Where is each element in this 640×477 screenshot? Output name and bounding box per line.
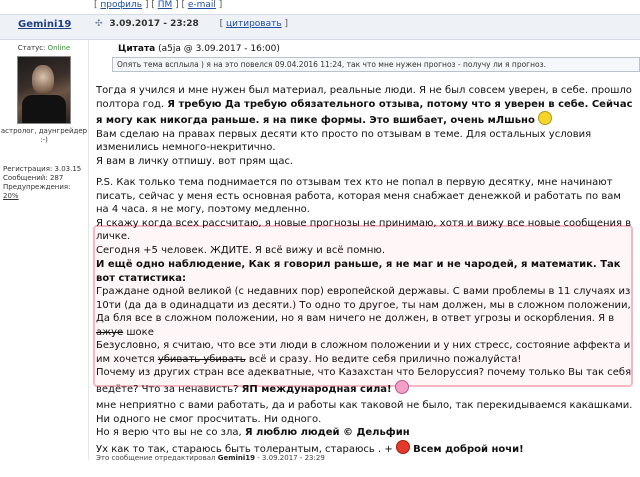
quote-meta: (a5ja @ 3.09.2017 - 16:00): [158, 44, 280, 54]
laughing-smiley-icon: [538, 111, 552, 125]
quote-title: Цитата: [118, 44, 156, 54]
quote-text: Опять тема всплыла ) я на это повелся 09.04.2016 11:24, так что мне нужен прогноз - получу ли я прогноз.: [112, 57, 640, 72]
user-sidebar: [0, 40, 88, 201]
email-link[interactable]: e-mail: [187, 0, 216, 10]
column-divider: [88, 40, 89, 460]
warnings-link[interactable]: 20%: [3, 192, 19, 200]
post-date: 3.09.2017 - 23:28: [109, 19, 199, 29]
user-rank: астролог, даунгрейдер :-): [0, 127, 88, 144]
avatar: [17, 56, 71, 124]
user-stats: Регистрация: 3.03.15 Сообщений: 287 Предупреждения: 20%: [3, 165, 82, 200]
post-meta: [95, 19, 288, 29]
thumbs-smiley-icon: [395, 380, 409, 394]
username-link[interactable]: Gemini19: [18, 19, 72, 30]
user-links: [ профиль ] [ ПМ ] [ e-mail ]: [94, 0, 223, 10]
post-body: Тогда я учился и мне нужен был материал, реальные люди. Я не был совсем уверен, в себе. прошло полтора год. Я требую Да требую обязательного отзыва, потому что я уверен в себе. Сейчас я могу как никогда раньше. я на пике формы. Это вшибает, очень мЛшьно Вам сделаю на правах первых десяти кто просто по отзывам в теме. Для остальных условия изменились немного-некритично. Я вам в личку отпишу. вот прям щас. P.S. Как только тема поднимается по отзывам тех кто не попал в первую десятку, мне начинают писать, сейчас у меня есть основная работа, которая меня снабжает денежкой и работать по вам на 4 часа. я не могу, поэтому медленно. Я скажу когда всех рассчитаю, я новые прогнозы не принимаю, хотя и вижу все новые сообщения в личке. Сегодня +5 человек. ЖДИТЕ. Я всё вижу и всё помню. И ещё одно наблюдение, Как я говорил раньше, я не маг и не чародей, я математик. Так вот статистика: Граждане одной великой (с недавних пор) европейской державы. С вами проблемы в 11 случаях из 10ти (да да в одинадцати из десяти.) То одно то другое, ты нам должен, мы в сложном положении, Да бля все в сложном положении, но я вам ничего не должен, в ответ угрозы и оскорбления. Я в ажуе шоке Безусловно, я считаю, что все эти люди в сложном положении и у них стресс, состояние аффекта и им хочется убивать убивать всё и сразу. Но ведите себя прилично пожалуйста! Почему из других стран все адекватные, что Казахстан что Белоруссия? почему только Вы так себя ведёте? Что за ненависть? ЯП международная сила! мне неприятно с вами работать, да и работы как таковой не было, так перекидываемся какашками. Ни одного не смог просчитать. Ни одного. Но я верю что вы не со зла, Я люблю людей © Дельфин Ух как то так, стараюсь быть толерантым, стараюсь . + Всем доброй ночи!: [96, 85, 633, 455]
profile-link[interactable]: профиль: [100, 0, 143, 10]
pm-link[interactable]: ПМ: [157, 0, 173, 10]
rose-smiley-icon: [396, 440, 410, 454]
quote-block: [112, 44, 638, 72]
pin-icon: ✣: [95, 19, 103, 29]
user-status: Статус: Online: [17, 44, 71, 52]
quote-action: [ цитировать ]: [219, 19, 289, 29]
quote-link[interactable]: цитировать: [226, 19, 282, 29]
edit-note: Это сообщение отредактировал Gemini19 - 3.09.2017 - 23:29: [96, 454, 325, 462]
